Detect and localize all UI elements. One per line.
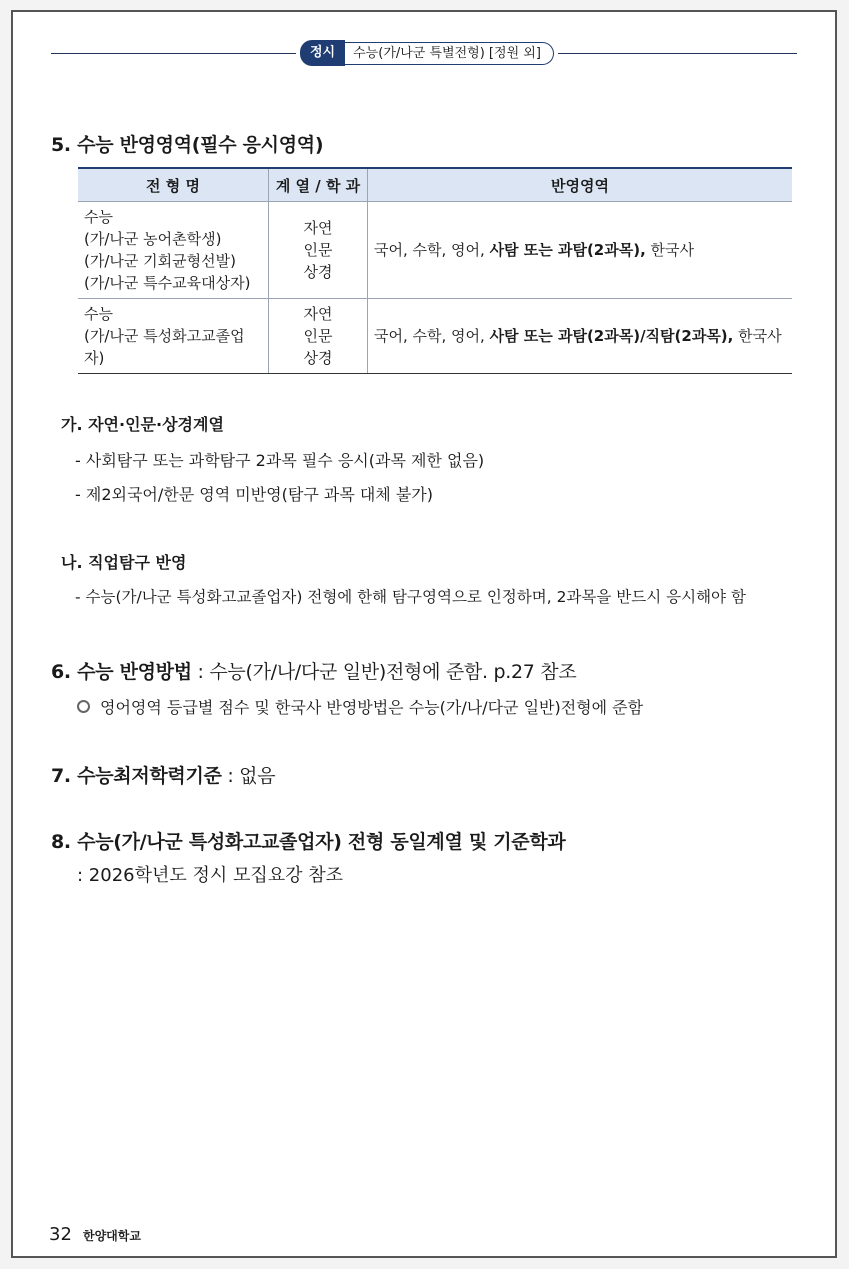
area-text: 국어, 수학, 영어, bbox=[374, 241, 490, 259]
section-7-heading: 7. 수능최저학력기준 bbox=[51, 765, 222, 787]
name-line: (가/나군 농어촌학생) bbox=[84, 230, 222, 248]
section-6-note bbox=[77, 695, 643, 718]
name-line: 수능 bbox=[84, 208, 113, 226]
dept-line: 자연 bbox=[303, 219, 333, 237]
section-8-heading: 8. 수능(가/나군 특성화고교졸업자) 전형 동일계열 및 기준학과 bbox=[51, 831, 566, 853]
name-line: (가/나군 특성화고교졸업자) bbox=[84, 327, 245, 367]
list-item: - 제2외국어/한문 영역 미반영(탐구 과목 대체 불가) bbox=[75, 485, 434, 504]
area-cell bbox=[368, 299, 793, 374]
table-row bbox=[78, 299, 792, 374]
dept-cell bbox=[269, 299, 368, 374]
name-line: (가/나군 특수교육대상자) bbox=[84, 274, 251, 292]
section-7 bbox=[51, 761, 275, 788]
header-title: 수능(가/나군 특별전형) [정원 외] bbox=[345, 42, 554, 65]
area-bold-text: 사탐 또는 과탐(2과목)/직탐(2과목), bbox=[489, 327, 734, 345]
dept-line: 인문 bbox=[303, 241, 333, 259]
section-7-text: : 없음 bbox=[221, 765, 276, 787]
area-tail-text: 한국사 bbox=[645, 241, 695, 259]
subsection-na-heading: 나. 직업탐구 반영 bbox=[61, 553, 187, 572]
name-line: 수능 bbox=[84, 305, 113, 323]
footer bbox=[49, 1224, 141, 1245]
list-item: - 수능(가/나군 특성화고교졸업자) 전형에 한해 탐구영역으로 인정하며, 2과목을 반드시 응시해야 함 bbox=[75, 588, 746, 606]
reflection-area-table bbox=[78, 167, 792, 374]
admission-name-cell bbox=[78, 202, 269, 299]
name-line: (가/나군 기회균형선발) bbox=[84, 252, 236, 270]
dept-line: 자연 bbox=[303, 305, 333, 323]
section-6 bbox=[51, 657, 576, 684]
dept-line: 상경 bbox=[303, 263, 333, 281]
area-text: 국어, 수학, 영어, bbox=[374, 327, 490, 345]
page-number: 32 bbox=[49, 1224, 72, 1245]
dept-line: 인문 bbox=[303, 327, 333, 345]
section-6-note-text: 영어영역 등급별 점수 및 한국사 반영방법은 수능(가/나/다군 일반)전형에 준함 bbox=[100, 698, 644, 717]
table-header-cell: 반영영역 bbox=[368, 168, 793, 202]
table-header-cell: 계 열 / 학 과 bbox=[269, 168, 368, 202]
footer-university: 한양대학교 bbox=[83, 1229, 141, 1243]
header-badge bbox=[296, 40, 558, 66]
dept-line: 상경 bbox=[303, 349, 333, 367]
page bbox=[11, 10, 837, 1258]
dept-cell bbox=[269, 202, 368, 299]
circle-bullet-icon bbox=[77, 700, 90, 713]
section-6-heading: 6. 수능 반영방법 bbox=[51, 661, 192, 683]
section-6-text: : 수능(가/나/다군 일반)전형에 준함. p.27 참조 bbox=[191, 661, 577, 683]
table-header-row bbox=[78, 168, 792, 202]
table-row bbox=[78, 202, 792, 299]
subsection-ga-heading: 가. 자연·인문·상경계열 bbox=[61, 415, 224, 434]
area-bold-text: 사탐 또는 과탐(2과목), bbox=[489, 241, 646, 259]
area-tail-text: 한국사 bbox=[733, 327, 782, 345]
list-item: - 사회탐구 또는 과학탐구 2과목 필수 응시(과목 제한 없음) bbox=[75, 451, 485, 470]
admission-name-cell bbox=[78, 299, 269, 374]
section-5-heading: 5. 수능 반영영역(필수 응시영역) bbox=[51, 134, 324, 156]
section-8-text: : 2026학년도 정시 모집요강 참조 bbox=[77, 865, 344, 886]
header-tag: 정시 bbox=[300, 40, 345, 66]
area-cell bbox=[368, 202, 793, 299]
table-header-cell: 전 형 명 bbox=[78, 168, 269, 202]
